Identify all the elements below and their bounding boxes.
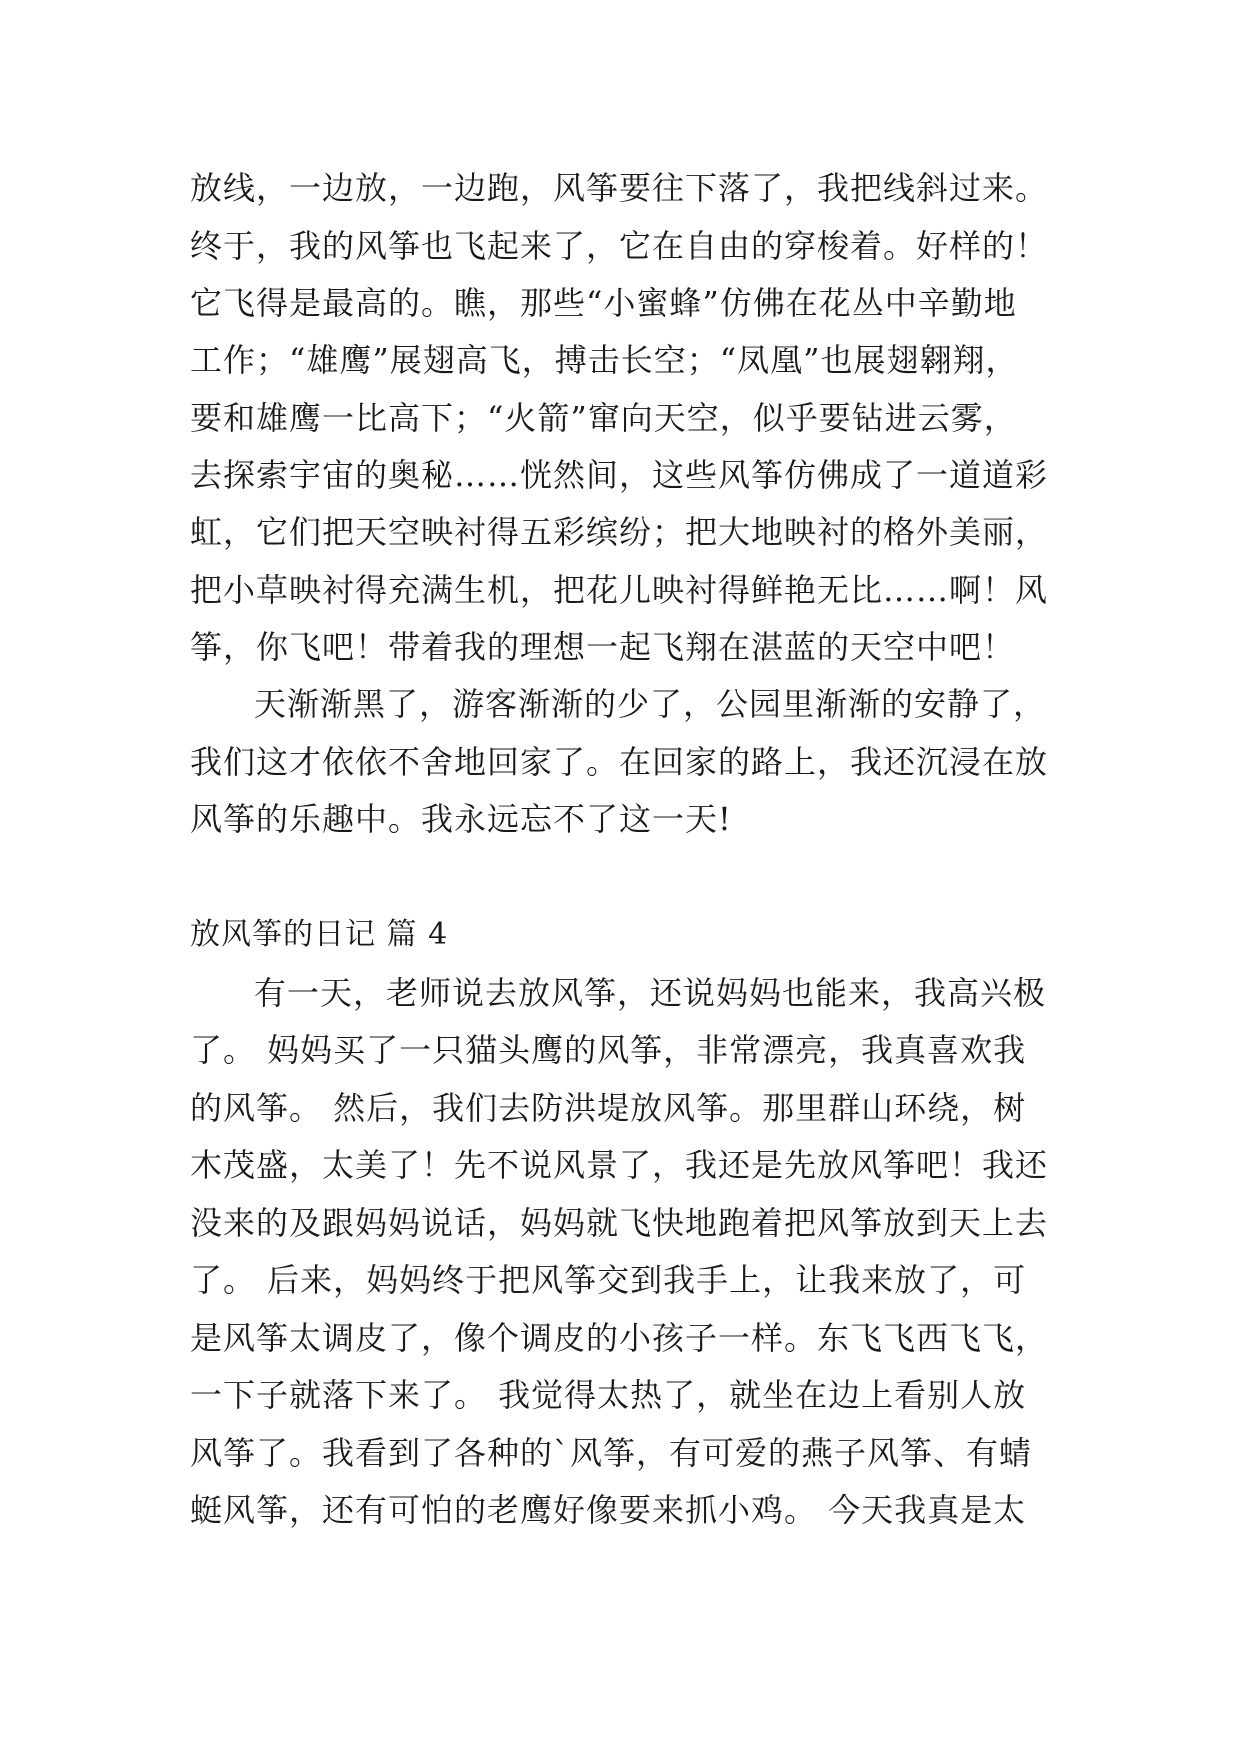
paragraph-line: 有一天，老师说去放风筝，还说妈妈也能来，我高兴极 (254, 974, 1047, 1012)
paragraph-line: 我们这才依依不舍地回家了。在回家的路上，我还沉浸在放 (190, 743, 1049, 781)
paragraph-line: 把小草映衬得充满生机，把花儿映衬得鲜艳无比……啊！风 (190, 571, 1049, 609)
paragraph-line: 没来的及跟妈妈说话，妈妈就飞快地跑着把风筝放到天上去 (190, 1204, 1049, 1242)
section-heading: 放风筝的日记 篇 4 (190, 917, 449, 952)
paragraph-line: 的风筝。 然后，我们去防洪堤放风筝。那里群山环绕，树 (190, 1089, 1027, 1127)
paragraph-line: 要和雄鹰一比高下；“火箭”窜向天空，似乎要钻进云雾， (190, 399, 1017, 437)
paragraph-line: 了。 后来，妈妈终于把风筝交到我手上，让我来放了，可 (190, 1261, 1027, 1299)
paragraph-line: 了。 妈妈买了一只猫头鹰的风筝，非常漂亮，我真喜欢我 (190, 1031, 1027, 1069)
paragraph-line: 天渐渐黑了，游客渐渐的少了，公园里渐渐的安静了， (254, 685, 1047, 723)
paragraph-line: 是风筝太调皮了，像个调皮的小孩子一样。东飞飞西飞飞， (190, 1319, 1049, 1357)
paragraph-line: 风筝了。我看到了各种的`风筝，有可爱的燕子风筝、有蜻 (190, 1434, 1033, 1472)
paragraph-line: 木茂盛，太美了！先不说风景了，我还是先放风筝吧！我还 (190, 1146, 1049, 1184)
paragraph-line: 虹，它们把天空映衬得五彩缤纷；把大地映衬的格外美丽， (190, 513, 1049, 551)
paragraph-line: 终于，我的风筝也飞起来了，它在自由的穿梭着。好样的！ (190, 227, 1049, 265)
paragraph-line: 风筝的乐趣中。我永远忘不了这一天! (190, 800, 732, 838)
paragraph-line: 蜓风筝，还有可怕的老鹰好像要来抓小鸡。 今天我真是太 (190, 1491, 1027, 1529)
paragraph-line: 一下子就落下来了。 我觉得太热了，就坐在边上看别人放 (190, 1376, 1027, 1414)
paragraph-line: 筝，你飞吧！带着我的理想一起飞翔在湛蓝的天空中吧！ (190, 628, 1016, 666)
paragraph-line: 工作；“雄鹰”展翅高飞，搏击长空；“凤凰”也展翅翱翔， (190, 341, 1019, 379)
paragraph-line: 去探索宇宙的奥秘……恍然间，这些风筝仿佛成了一道道彩 (190, 456, 1049, 494)
paragraph-line: 它飞得是最高的。瞧，那些“小蜜蜂”仿佛在花丛中辛勤地 (190, 284, 1017, 322)
paragraph-line: 放线，一边放，一边跑，风筝要往下落了，我把线斜过来。 (190, 169, 1049, 207)
